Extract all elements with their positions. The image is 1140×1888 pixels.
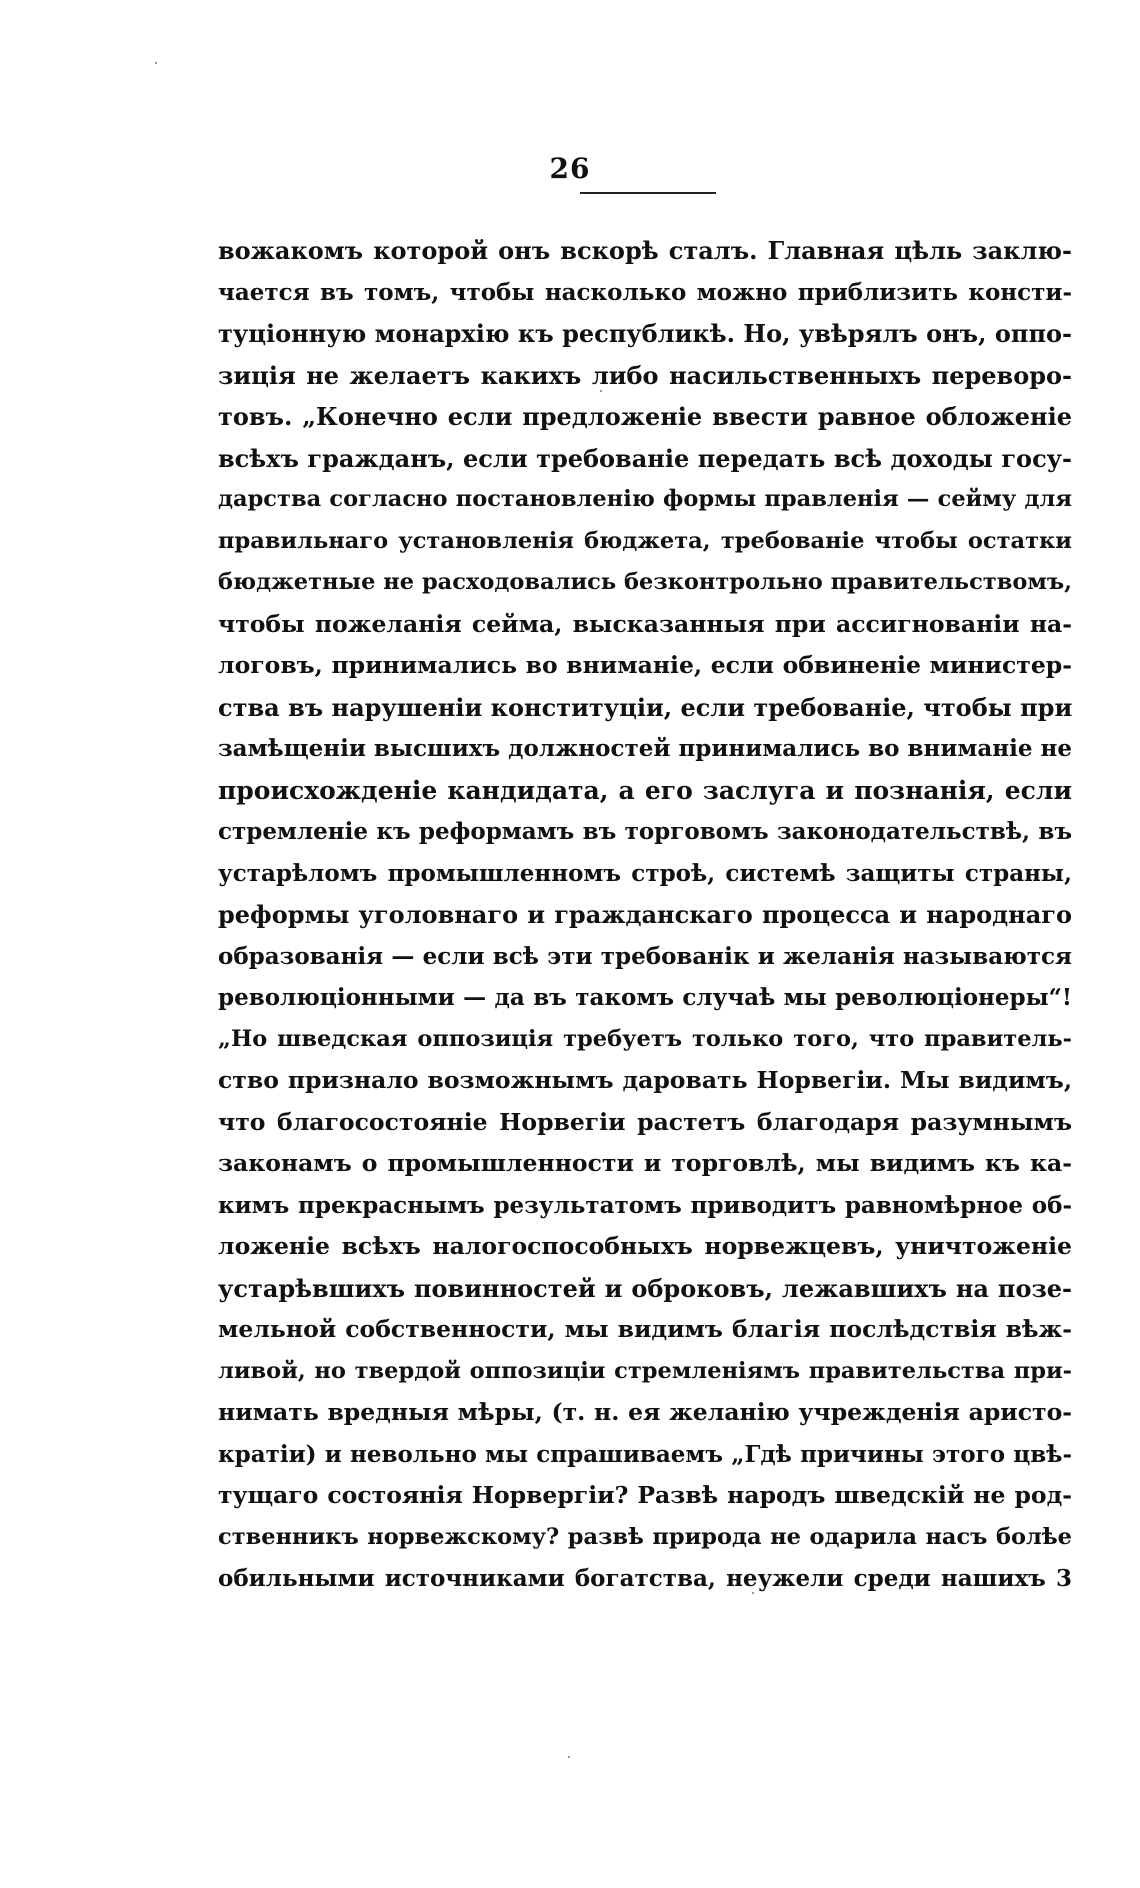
page-number: 26	[549, 152, 591, 185]
body-text	[218, 230, 1072, 1600]
text-line: образованія — если всѣ эти требованік и желанія называются	[218, 942, 1072, 970]
scan-speck	[752, 1592, 754, 1594]
text-line: „Но шведская оппозиція требуетъ только того, что правитель-	[218, 1025, 1072, 1052]
text-line: кратіи) и невольно мы спрашиваемъ „Гдѣ причины этого цвѣ-	[218, 1440, 1072, 1468]
text-line: ливой, но твердой оппозиціи стремленіямъ правительства при-	[218, 1357, 1072, 1384]
scan-speck	[568, 1756, 570, 1758]
text-line: правильнаго установленія бюджета, требованіе чтобы остатки	[218, 527, 1072, 554]
text-line: тущаго состоянія Норвергіи? Развѣ народъ шведскій не род-	[218, 1481, 1072, 1509]
text-line: ства въ нарушеніи конституціи, если требованіе, чтобы при	[218, 692, 1072, 722]
text-line: туціонную монархію къ республикѣ. Но, увѣрялъ онъ, оппо-	[218, 319, 1072, 348]
text-line: замѣщеніи высшихъ должностей принимались во вниманіе не	[218, 735, 1072, 762]
text-line: чтобы пожеланія сейма, высказанныя при ассигнованіи на-	[218, 609, 1072, 638]
text-line: всѣхъ гражданъ, если требованіе передать всѣ доходы госу-	[218, 443, 1072, 473]
text-line: революціонными — да въ такомъ случаѣ мы революціонеры“!	[218, 984, 1072, 1011]
page-number-rule	[580, 192, 716, 194]
scan-speck	[600, 390, 602, 392]
text-line: логовъ, принимались во вниманіе, если обвиненіе министер-	[218, 651, 1072, 679]
text-line: обильными источниками богатства, неужели среди нашихъ 3	[218, 1565, 1072, 1592]
text-line: законамъ о промышленности и торговлѣ, мы видимъ къ ка-	[218, 1149, 1072, 1177]
text-line: ственникъ норвежскому? развѣ природа не одарила насъ болѣе	[218, 1523, 1072, 1550]
text-line: реформы уголовнаго и гражданскаго процесса и народнаго	[218, 900, 1072, 929]
text-line: ложеніе всѣхъ налогоспособныхъ норвежцевъ, уничтоженіе	[218, 1232, 1072, 1260]
text-line: нимать вредныя мѣры, (т. н. ея желанію учрежденія аристо-	[218, 1398, 1072, 1426]
scan-speck	[155, 62, 157, 64]
text-line: зиція не желаетъ какихъ либо насильственныхъ переворо-	[218, 360, 1072, 390]
text-line: дарства согласно постановленію формы правленія — сейму для	[218, 486, 1072, 512]
text-line: мельной собственности, мы видимъ благія послѣдствія вѣж-	[218, 1315, 1072, 1343]
text-line: что благосостояніе Норвегіи растетъ благодаря разумнымъ	[218, 1107, 1072, 1136]
text-line: товъ. „Конечно если предложеніе ввести равное обложеніе	[218, 402, 1072, 431]
text-line: происхожденіе кандидата, а его заслуга и познанія, если	[218, 775, 1072, 805]
text-line: чается въ томъ, чтобы насколько можно приблизить консти-	[218, 278, 1072, 306]
text-line: вожакомъ которой онъ вскорѣ сталъ. Главная цѣль заклю-	[218, 236, 1072, 265]
text-line: бюджетные не расходовались безконтрольно правительствомъ,	[218, 569, 1072, 595]
text-line: ство признало возможнымъ даровать Норвегіи. Мы видимъ,	[218, 1066, 1072, 1094]
text-line: стремленіе къ реформамъ въ торговомъ законодательствѣ, въ	[218, 818, 1072, 845]
text-line: устарѣломъ промышленномъ строѣ, системѣ защиты страны,	[218, 859, 1072, 887]
text-line: кимъ прекраснымъ результатомъ приводитъ равномѣрное об-	[218, 1191, 1072, 1219]
text-line: устарѣвшихъ повинностей и оброковъ, лежавшихъ на позе-	[218, 1273, 1072, 1303]
